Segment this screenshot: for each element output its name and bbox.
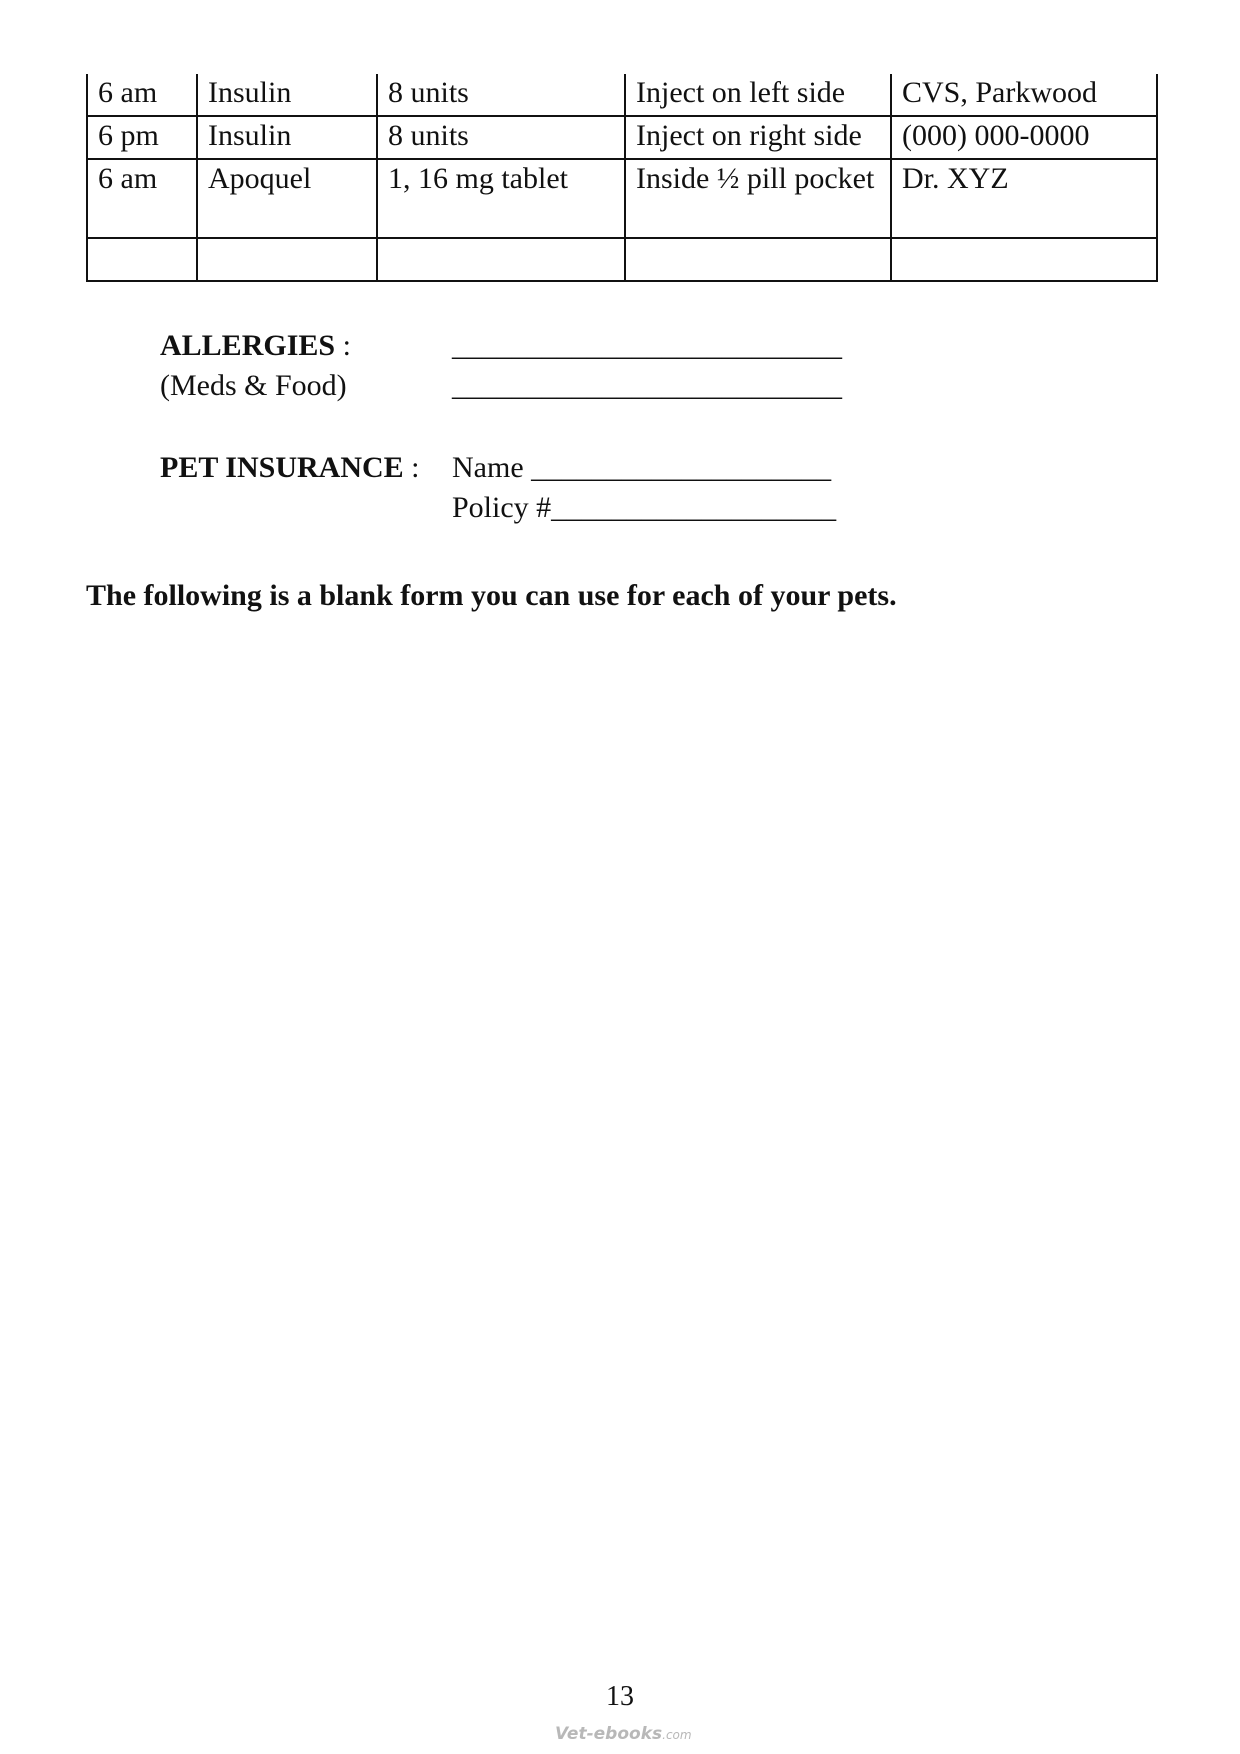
medication-schedule-table	[86, 74, 1158, 282]
contact-cell: CVS, Parkwood	[891, 74, 1157, 116]
watermark-logo	[555, 1724, 692, 1744]
instructions-cell: Inside ½ pill pocket	[625, 159, 891, 238]
allergies-label	[160, 328, 351, 364]
insurance-policy-field: Policy #___________________	[452, 491, 837, 524]
insurance-name-field: Name ____________________	[452, 451, 832, 484]
instructions-cell	[625, 238, 891, 281]
medication-cell: Apoquel	[197, 159, 377, 238]
blank-form-note: The following is a blank form you can use for each of your pets.	[86, 579, 897, 612]
pet-insurance-colon: :	[403, 451, 420, 484]
time-cell	[87, 238, 197, 281]
allergies-label-text: ALLERGIES	[160, 329, 336, 362]
instructions-cell: Inject on right side	[625, 116, 891, 159]
allergies-colon: :	[335, 329, 351, 362]
medication-cell: Insulin	[197, 116, 377, 159]
pet-insurance-label-text: PET INSURANCE	[160, 451, 404, 484]
table-row	[87, 116, 1157, 159]
table-row	[87, 159, 1157, 238]
watermark-text: Vet-ebooks	[555, 1724, 663, 1744]
contact-cell: Dr. XYZ	[891, 159, 1157, 238]
time-cell: 6 am	[87, 159, 197, 238]
instructions-cell: Inject on left side	[625, 74, 891, 116]
watermark-domain: .com	[662, 1728, 692, 1742]
contact-cell	[891, 238, 1157, 281]
table-row	[87, 74, 1157, 116]
pet-insurance-label	[160, 450, 420, 486]
dose-cell: 1, 16 mg tablet	[377, 159, 625, 238]
medication-cell: Insulin	[197, 74, 377, 116]
medication-cell	[197, 238, 377, 281]
time-cell: 6 am	[87, 74, 197, 116]
allergies-line-1: __________________________	[452, 329, 842, 362]
dose-cell: 8 units	[377, 116, 625, 159]
dose-cell	[377, 238, 625, 281]
page-number: 13	[606, 1681, 634, 1712]
dose-cell: 8 units	[377, 74, 625, 116]
allergies-line-2: __________________________	[452, 369, 842, 402]
time-cell: 6 pm	[87, 116, 197, 159]
table-row	[87, 238, 1157, 281]
contact-cell: (000) 000-0000	[891, 116, 1157, 159]
allergies-sublabel: (Meds & Food)	[160, 369, 347, 402]
